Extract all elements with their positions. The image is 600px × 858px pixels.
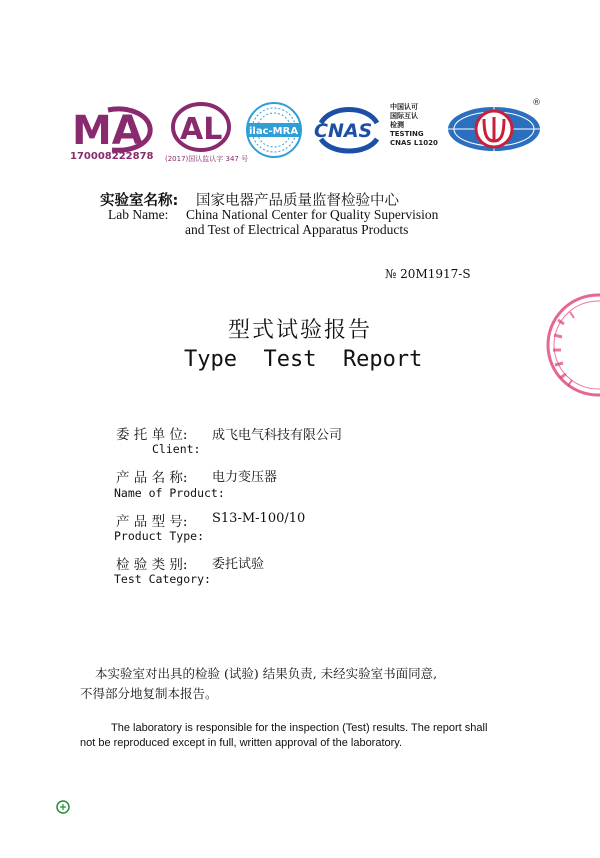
cma-logo-text: MA xyxy=(72,108,143,154)
field-value: 成飞电气科技有限公司 xyxy=(212,428,343,443)
cal-logo-text: AL xyxy=(180,112,223,147)
notice-zh xyxy=(80,664,535,704)
cnas-line: 国际互认 xyxy=(390,112,418,120)
notice-zh-line: 本实验室对出具的检验 (试验) 结果负责, 未经实验室书面同意, xyxy=(95,666,438,681)
field-label-zh: 产 品 名 称: xyxy=(116,470,188,486)
ilac-logo-text: ilac-MRA xyxy=(249,126,299,137)
lab-name-label-en: Lab Name: xyxy=(108,207,169,222)
field-label-zh: 产 品 型 号: xyxy=(116,514,188,530)
small-green-seal-icon xyxy=(56,800,70,814)
cnas-logo xyxy=(313,103,385,155)
notice-en xyxy=(80,721,550,751)
notice-zh-line: 不得部分地复制本报告。 xyxy=(80,686,218,701)
field-label-zh: 检 验 类 别: xyxy=(116,557,188,573)
field-label-en: Product Type: xyxy=(114,529,205,543)
cnas-line: 中国认可 xyxy=(390,103,418,111)
cnas-accreditation-text xyxy=(390,103,438,148)
cnas-line: CNAS L1020 xyxy=(390,139,438,147)
cma-number: 170008222878 xyxy=(70,151,154,162)
report-title-zh: 型式试验报告 xyxy=(227,318,372,343)
field-value: S13-M-100/10 xyxy=(212,511,306,526)
field-label-en: Client: xyxy=(152,442,201,456)
ccc-globe-logo xyxy=(444,101,544,157)
cnas-line: 检测 xyxy=(390,121,404,129)
registered-mark: ® xyxy=(532,98,541,108)
field-label-zh: 委 托 单 位: xyxy=(116,427,188,443)
cma-logo xyxy=(68,102,158,154)
notice-en-line: not be reproduced except in full, written approval of the laboratory. xyxy=(80,737,403,749)
cnas-line: TESTING xyxy=(390,130,424,138)
cal-caption: (2017)国认监认字 347 号 xyxy=(165,155,249,163)
field-label-en: Test Category: xyxy=(114,572,211,586)
inspection-stamp xyxy=(540,290,600,400)
ilac-mra-logo xyxy=(243,101,305,159)
lab-name-en-line1: China National Center for Quality Supervision xyxy=(186,207,439,222)
field-value: 电力变压器 xyxy=(212,470,278,485)
notice-en-line: The laboratory is responsible for the inspection (Test) results. The report shall xyxy=(111,722,488,734)
lab-name-zh: 国家电器产品质量监督检验中心 xyxy=(196,193,399,209)
lab-name-label-zh: 实验室名称: xyxy=(100,193,179,209)
certification-logos xyxy=(0,0,600,175)
field-label-en: Name of Product: xyxy=(114,486,225,500)
report-title-en: Type Test Report xyxy=(184,347,423,372)
field-value: 委托试验 xyxy=(212,557,265,572)
cal-logo xyxy=(170,101,232,153)
cnas-logo-text: CNAS xyxy=(314,120,373,142)
lab-name-en-line2: and Test of Electrical Apparatus Products xyxy=(185,222,409,237)
report-number: № 20M1917-S xyxy=(385,267,471,281)
